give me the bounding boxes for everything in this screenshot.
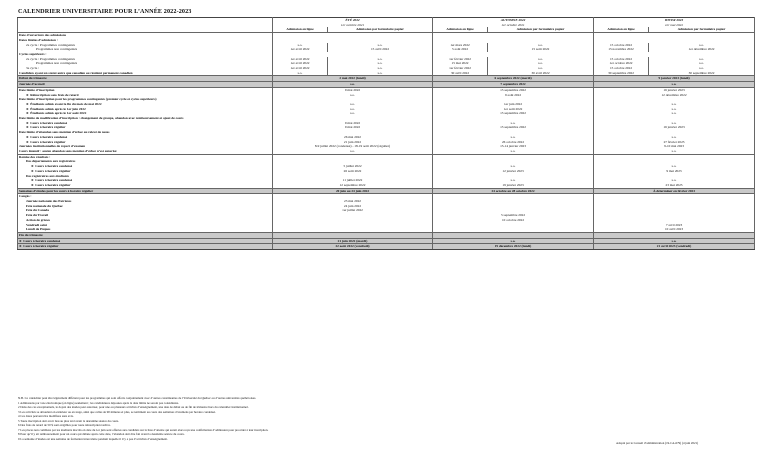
cell-ete: s.o.: [273, 111, 433, 116]
cell-aut: s.o.: [433, 238, 594, 244]
cell-hiv: 23 mai 2023: [594, 183, 755, 188]
row-label: Date limite d’inscription pour les programmes contingentés (premier cycle et cycles supérieurs): [18, 97, 273, 102]
row-label: 3e cycle :: [18, 66, 273, 71]
admission-online-automne: Admission en ligne: [433, 27, 488, 32]
cell-aut2: s.o.: [488, 66, 594, 71]
row-label: ► Cours à horaire régulier: [18, 140, 273, 145]
cell-aut: 10 octobre 2022: [433, 218, 594, 223]
cell-hiv: 9-10 mai 2023: [594, 144, 755, 149]
row-label: Vendredi saint: [18, 223, 273, 228]
cell-hiv: s.o.: [594, 238, 755, 244]
cell-hiv: s.o.: [594, 111, 755, 116]
cell-hiv2: s.o.: [649, 57, 755, 62]
cell-aut1: 30 avril 2022: [433, 71, 488, 76]
cell-ete: s.o.: [273, 82, 433, 88]
row-label: ► Cours à horaire régulier: [18, 183, 273, 188]
row-label: Date limite d’abandon sans mention d’échec au relevé de notes: [18, 130, 273, 135]
cell-ete: 22 août 2022 (vendredi): [273, 244, 433, 250]
row-label: Journée nationale des Patriotes: [18, 199, 273, 204]
footnote: 7 Les places non comblées par les étudiants inscrits en date du 1er juin sont offertes aux candidats sur la liste d’attente qui aurait alors reçu une confirmation d’admission pour procéder à leur inscription.: [18, 427, 269, 432]
cell-hiv: 7 avril 2023: [594, 223, 755, 228]
row-label: ► Cours à horaire condensé: [18, 178, 273, 183]
cell-hiv: s.o.: [594, 102, 755, 107]
cell-ete1: s.o.: [273, 43, 328, 48]
opening-date-automne: 1er octobre 2021: [433, 23, 594, 28]
admission-online-ete: Admission en ligne: [273, 27, 328, 32]
admission-paper-hiver: Admission par formulaire papier: [649, 27, 755, 32]
row-label: Fin du trimestre: [18, 232, 273, 238]
cell-hiv: 10 avril 2023: [594, 227, 755, 232]
cell-ete: 20 juin au 24 juin 2022: [273, 188, 433, 194]
footnote: N.B. Ce calendrier peut être légèrement différent pour les programmes qui sont offerts conjointement avec d’autres constituantes de l’Université du Québec ou d’autres universités québécoises.: [18, 396, 257, 400]
cell-hiv2: 30 septembre 2022: [649, 71, 755, 76]
cell-ete: 11 juillet 2022: [273, 178, 433, 183]
cell-hiv1: 1er octobre 2022: [594, 61, 649, 66]
row-label: Semaines d’études pour les cours à horaire régulier: [18, 188, 273, 194]
cell-ete: s.o.: [273, 149, 433, 154]
cell-ete: 1er juillet 2022: [273, 208, 433, 213]
cell-hiv: 9 janvier 2023 (lundi): [594, 76, 755, 82]
cell-aut2: s.o.: [488, 57, 594, 62]
cell-ete: 21 juin 2022 (mardi): [273, 238, 433, 244]
cell-aut: 5 septembre 2022: [433, 213, 594, 218]
cell-aut: s.o.: [433, 164, 594, 169]
cell-hiv2: s.o.: [649, 66, 755, 71]
table-row: [18, 244, 755, 250]
cell-hiv: 27 février 2023: [594, 140, 755, 145]
page-title: CALENDRIER UNIVERSITAIRE POUR L’ANNÉE 2022-2023: [18, 8, 192, 15]
row-label: Lundi de Pâques: [18, 227, 273, 232]
footnote: 5 Toute inscription doit avoir lieu au plus tard avant la deuxième séance du cours.: [18, 418, 120, 423]
cell-ete: 26 mai 2022: [273, 135, 433, 140]
footnote: 9 La semaine d’études est une semaine de formation intercalaire pendant laquelle il n’y a pas d’activités d’enseignement.: [18, 436, 168, 441]
cell-hiv2: s.o.: [649, 43, 755, 48]
cell-ete2: s.o.: [328, 61, 433, 66]
cell-aut: 12 janvier 2023: [433, 169, 594, 174]
cell-ete1: 1er avril 2022: [273, 66, 328, 71]
row-label: Fête du Travail: [18, 213, 273, 218]
cell-hiv: s.o.: [594, 149, 755, 154]
cell-hiv: s.o.: [594, 82, 755, 88]
footnote: 3 Les activités se déroulant en extérieur ou en stage, ainsi que celles de 90 minutes et plus, se terminent au cours des semaines d’examens par horaire condensé.: [18, 409, 216, 414]
header-automne: AUTOMNE 2022: [433, 18, 594, 23]
admission-paper-ete: Admission par formulaire papier: [328, 27, 433, 32]
cell-ete2: s.o.: [328, 71, 433, 76]
admission-paper-automne: Admission par formulaire papier: [488, 27, 594, 32]
row-label: Cycles supérieurs :: [18, 52, 273, 57]
cell-aut: 26 octobre 2022: [433, 140, 594, 145]
adoption-note: Adopté par le Conseil d’administration (19-CA-679) (4 juin 2021): [616, 441, 699, 445]
row-label: ► Étudiants admis après le 1er juin 2022: [18, 107, 273, 112]
cell-hiv2: s.o.: [649, 61, 755, 66]
row-label: ► Cours à horaire régulier: [18, 244, 273, 250]
calendar-table: [17, 17, 755, 250]
row-label: Des départements aux registraires: [18, 159, 273, 164]
cell-hiv2: 1er décembre 2022: [649, 47, 755, 52]
cell-hiv1: 15 octobre 2022: [594, 43, 649, 48]
row-label: Programmes non contingentés: [18, 47, 273, 52]
cell-ete: 5 juillet 2022: [273, 164, 433, 169]
row-label: Remise des résultats :: [18, 154, 273, 159]
row-label: Programmes non contingentés: [18, 61, 273, 66]
cell-ete1: s.o.: [273, 71, 328, 76]
cell-aut2: s.o.: [488, 61, 594, 66]
cell-ete: 23 mai 2022: [273, 199, 433, 204]
row-label: 2e cycle : Programmes contingentés: [18, 57, 273, 62]
cell-hiv: À déterminer en février 2023: [594, 188, 755, 194]
row-label: ► Étudiants admis après le 1er août 2022: [18, 111, 273, 116]
row-label: Des registraires aux étudiants: [18, 174, 273, 179]
header-hiver: HIVER 2023: [594, 18, 755, 23]
cell-aut1: 15 mai 2022: [433, 61, 488, 66]
row-label: Congés :: [18, 194, 273, 199]
cell-aut: 9 août 2022: [433, 93, 594, 98]
row-label: Début du trimestre: [18, 76, 273, 82]
cell-ete2: s.o.: [328, 57, 433, 62]
cell-aut2: 30 avril 2022: [488, 71, 594, 76]
cell-ete1: 1er avril 2022: [273, 47, 328, 52]
row-label: Fête du Canada: [18, 208, 273, 213]
row-label: Date limite de modification d’inscription : changement de groupe, abandon avec remboursement et ajout de cours: [18, 116, 273, 121]
row-label: Fête nationale du Québec: [18, 204, 273, 209]
cell-aut1: 5 août 2022: [433, 47, 488, 52]
row-label: Dates limites d’admission :: [18, 38, 273, 43]
cell-ete: 9 mai 2022: [273, 87, 433, 92]
cell-hiv: s.o.: [594, 107, 755, 112]
cell-aut: 7 septembre 2022: [433, 82, 594, 88]
footnote: 2 Dans des cas exceptionnels, le doyen des études peut autoriser, pour une ou plusieurs activités d’enseignement, une date de début ou de fin de trimestre hors du calendrier institutionnel.: [18, 405, 249, 410]
row-label: Cours intensif : aucun abandon sans mention d’échec n’est autorisé: [18, 149, 273, 154]
cell-ete2: s.o.: [328, 43, 433, 48]
cell-hiv: s.o.: [594, 164, 755, 169]
admission-online-hiver: Admission en ligne: [594, 27, 649, 32]
cell-hiv1: 30 septembre 2022: [594, 71, 649, 76]
cell-ete: 26 août 2022: [273, 169, 433, 174]
cell-ete: 12 septembre 2022: [273, 183, 433, 188]
row-label: Journée d’accueil: [18, 82, 273, 88]
cell-hiv: 9 mai 2023: [594, 169, 755, 174]
cell-hiv: 21 avril 2023 (vendredi): [594, 244, 755, 250]
opening-date-hiver: 1er mai 2022: [594, 23, 755, 28]
cell-ete2: 15 avril 2022: [328, 47, 433, 52]
cell-aut1: 1er février 2022: [433, 57, 488, 62]
cell-hiv: s.o.: [594, 121, 755, 126]
footnotes: [18, 396, 558, 441]
row-label: ► Réinscription sans frais de retard: [18, 93, 273, 98]
cell-aut: 13-14 janvier 2023: [433, 144, 594, 149]
cell-ete1: 1er avril 2022: [273, 57, 328, 62]
row-label: ► Cours à horaire régulier: [18, 169, 273, 174]
cell-aut: s.o.: [433, 149, 594, 154]
cell-aut: s.o.: [433, 178, 594, 183]
row-label: ► Cours à horaire condensé: [18, 135, 273, 140]
cell-ete: s.o.: [273, 102, 433, 107]
cell-aut2: s.o.: [488, 43, 594, 48]
cell-ete: 9 mai 2022: [273, 121, 433, 126]
cell-aut: 19 janvier 2023: [433, 183, 594, 188]
cell-hiv: 16 janvier 2023: [594, 87, 755, 92]
cell-ete: 24 juin 2022: [273, 204, 433, 209]
cell-hiv1: 15 octobre 2022: [594, 57, 649, 62]
cell-hiv: 16 janvier 2023: [594, 125, 755, 130]
cell-hiv: s.o.: [594, 135, 755, 140]
header-ete: ÉTÉ 2022: [273, 18, 433, 23]
row-label: ► Cours à horaire condensé: [18, 164, 273, 169]
cell-hiv: s.o.: [594, 178, 755, 183]
row-label: Date d’ouverture des admissions: [18, 33, 273, 38]
cell-ete: 21 juin 2022: [273, 140, 433, 145]
cell-aut: s.o.: [433, 135, 594, 140]
footnote: 4 Ces dates peuvent être modifiées sans avis.: [18, 414, 74, 419]
cell-aut: 1er août 2022: [433, 107, 594, 112]
cell-hiv: 12 décembre 2022: [594, 93, 755, 98]
cell-aut: 13 septembre 2022: [433, 87, 594, 92]
cell-aut: s.o.: [433, 121, 594, 126]
cell-ete: 9 mai 2022: [273, 125, 433, 130]
cell-hiv1: 15 novembre 2022: [594, 47, 649, 52]
cell-aut: 13 septembre 2022: [433, 111, 594, 116]
footnote: 8 Pour qu’il y ait remboursement pour un cours qui débute après cette date, l’abandon doit être fait avant la deuxième séance du cours.: [18, 432, 185, 437]
cell-aut: 1er juin 2022: [433, 102, 594, 107]
cell-aut: 19 décembre 2022 (lundi): [433, 244, 594, 250]
cell-ete: s.o.: [273, 107, 433, 112]
row-label: ► Étudiants admis avant la fin du mois de mai 2022: [18, 102, 273, 107]
cell-ete2: s.o.: [328, 66, 433, 71]
cell-aut: 13 septembre 2022: [433, 125, 594, 130]
opening-date-ete: 1er octobre 2021: [273, 23, 433, 28]
row-label: 2e cycle : Programmes contingentés: [18, 43, 273, 48]
row-label: Candidats ayant un statut autre que canadien ou résident permanent canadien: [18, 71, 273, 76]
footnote: 1 Admissions par voie électronique (en ligne) seulement ; les candidatures déposées après la date limite ne seront pas considérées.: [18, 400, 179, 405]
cell-aut1: 1er février 2022: [433, 66, 488, 71]
row-label: ► Cours à horaire condensé: [18, 121, 273, 126]
cell-ete: 8-9 juillet 2022 (condensé) - 18-19 août 2022 (régulier): [273, 144, 433, 149]
row-label: ► Cours à horaire régulier: [18, 125, 273, 130]
cell-aut: 6 septembre 2022 (mardi): [433, 76, 594, 82]
cell-aut1: 1er mars 2022: [433, 43, 488, 48]
cell-hiv1: 15 octobre 2022: [594, 66, 649, 71]
cell-ete: s.o.: [273, 93, 433, 98]
cell-aut: 24 octobre au 28 octobre 2022: [433, 188, 594, 194]
row-label: Journées institutionnelles de report d’examen: [18, 144, 273, 149]
cell-ete: 2 mai 2022 (lundi): [273, 76, 433, 82]
cell-aut2: 15 août 2022: [488, 47, 594, 52]
row-label: Action de grâces: [18, 218, 273, 223]
row-label: ► Cours à horaire condensé: [18, 238, 273, 244]
cell-ete1: 1er avril 2022: [273, 61, 328, 66]
footnote: 6 Des frais de retard de 50 $ sont exigibles pour toute réinscription tardive.: [18, 423, 111, 428]
row-label: Date limite d’inscription: [18, 87, 273, 92]
